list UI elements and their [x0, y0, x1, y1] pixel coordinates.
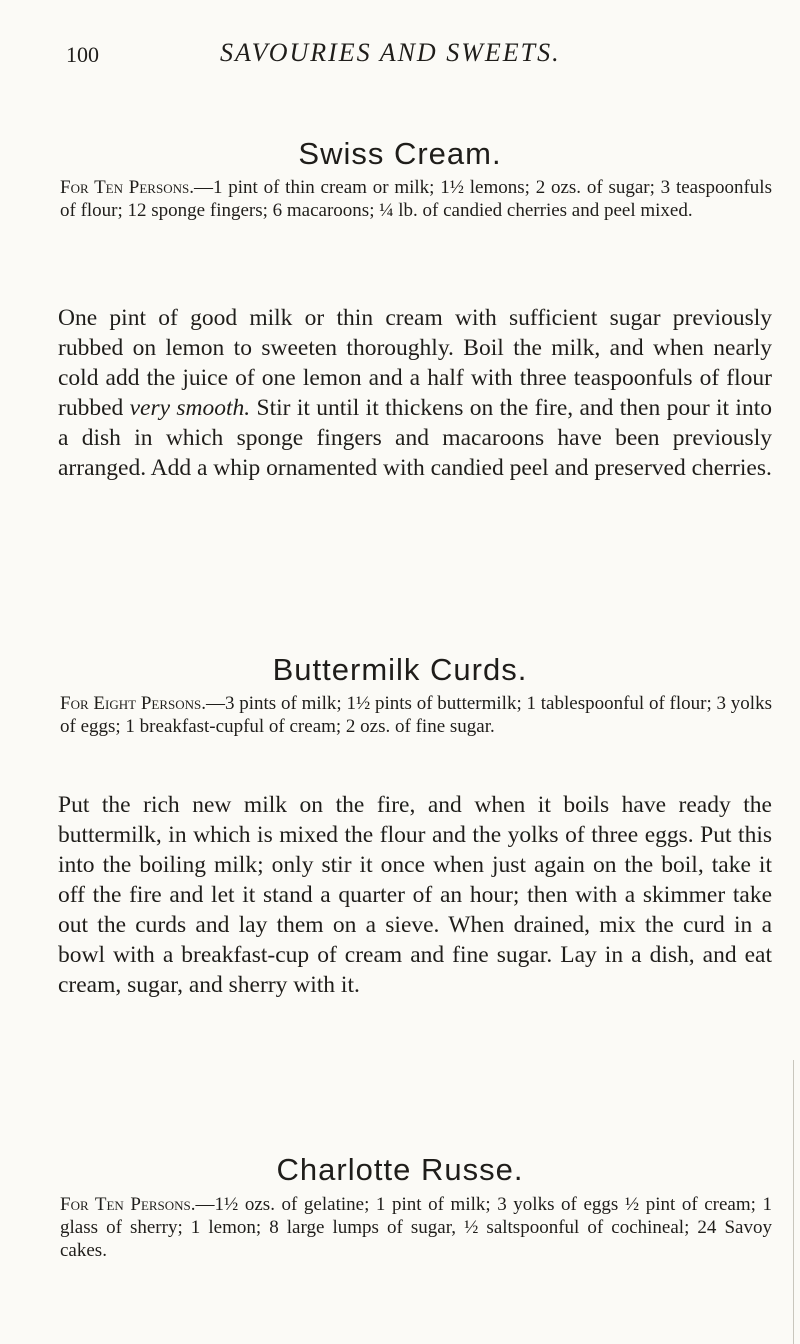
page-edge-divider: [793, 1060, 794, 1344]
method-text: One pint of good milk or thin cream with sufficient sugar previously rubbed on lemon to sweeten thoroughly. Boil the milk, and when nearly cold add the juice of one lemon and a half with three teaspoonfuls of flour rubbed: [58, 304, 772, 421]
ingredients-list: —3 pints of milk; 1½ pints of buttermilk; 1 tablespoonful of flour; 3 yolks of eggs; 1 breakfast-cupful of cream; 2 ozs. of fine sugar.: [60, 693, 772, 737]
method-text: Stir it until it thickens on the fire, and then pour it into a dish in which sponge fingers and macaroons have been previously arranged. Add a whip ornamented with candied peel and preserved cherries.: [58, 394, 772, 481]
servings-label: For Eight Persons.: [60, 693, 206, 714]
ingredients-list: —1 pint of thin cream or milk; 1½ lemons; 2 ozs. of sugar; 3 teaspoonfuls of flour; 12 sponge fingers; 6 macaroons; ¼ lb. of candied cherries and peel mixed.: [60, 177, 772, 221]
servings-label: For Ten Persons.: [60, 1194, 196, 1215]
recipe-title-buttermilk-curds: Buttermilk Curds.: [272, 652, 528, 687]
page-number: 100: [66, 42, 99, 67]
recipe-title-swiss-cream: Swiss Cream.: [298, 136, 502, 171]
method-buttermilk-curds: Put the rich new milk on the fire, and when it boils have ready the buttermilk, in which is mixed the flour and the yolks of three eggs. Put this into the boiling milk; only stir it once when just again on the boil, take it off the fire and let it stand a quarter of an hour; then with a skimmer take out the curds and lay them on a sieve. When drained, mix the curd in a bowl with a breakfast-cup of cream and fine sugar. Lay in a dish, and eat cream, sugar, and sherry with it.: [58, 791, 772, 998]
recipe-title-charlotte-russe: Charlotte Russe.: [276, 1152, 524, 1187]
running-title: SAVOURIES AND SWEETS.: [220, 38, 561, 67]
method-emphasis: very smooth.: [129, 394, 251, 421]
servings-label: For Ten Persons.: [60, 177, 194, 198]
method-swiss-cream: [58, 303, 772, 483]
ingredients-swiss-cream: [60, 176, 772, 222]
ingredients-charlotte-russe: [60, 1193, 772, 1262]
ingredients-list: —1½ ozs. of gelatine; 1 pint of milk; 3 yolks of eggs ½ pint of cream; 1 glass of sherry; 1 lemon; 8 large lumps of sugar, ½ saltspoonful of cochineal; 24 Savoy cakes.: [60, 1194, 772, 1261]
ingredients-buttermilk-curds: [60, 692, 772, 738]
